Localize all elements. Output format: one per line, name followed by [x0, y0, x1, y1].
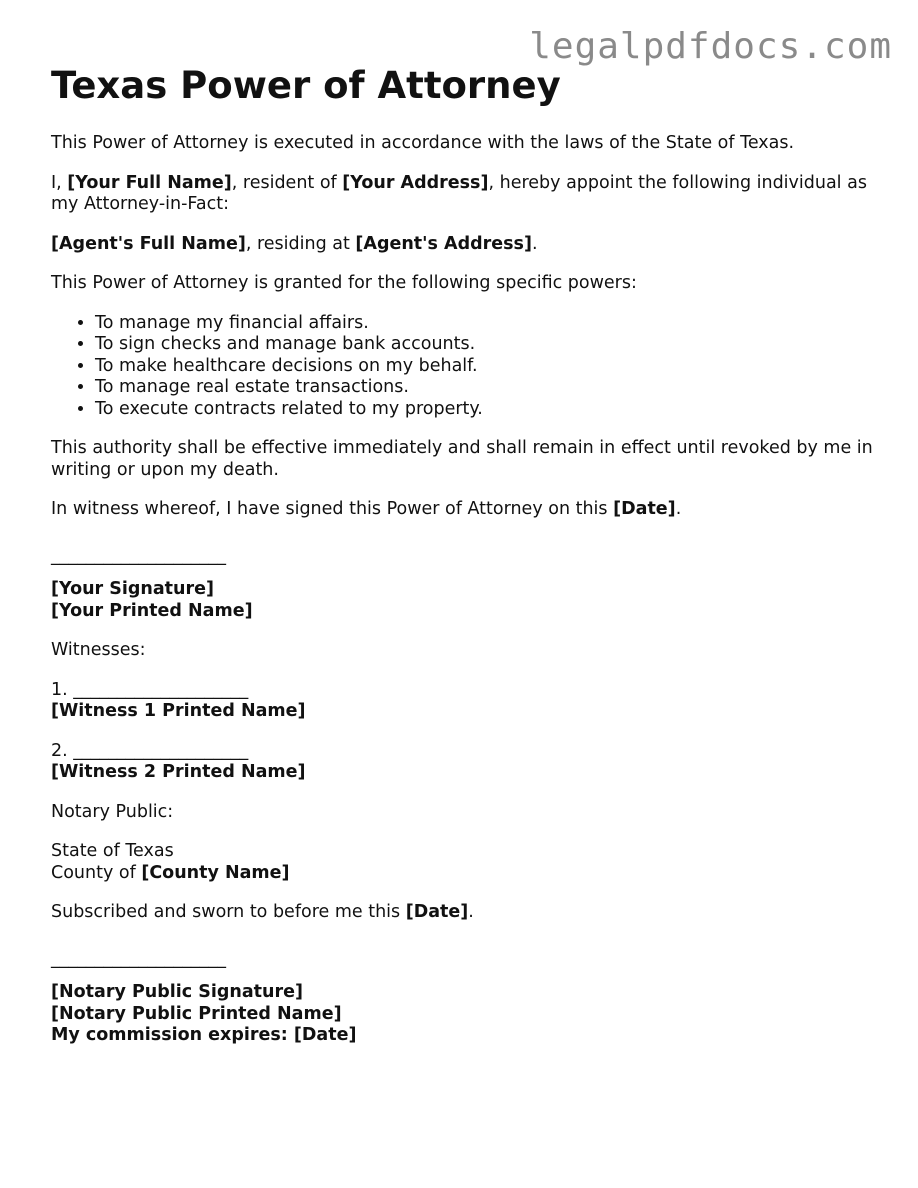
- subscribed-text: Subscribed and sworn to before me this: [51, 902, 406, 922]
- commission-expiry: My commission expires: [Date]: [51, 1025, 357, 1045]
- intro-paragraph: This Power of Attorney is executed in accordance with the laws of the State of Texas.: [51, 133, 795, 153]
- appointment-paragraph: [51, 173, 881, 216]
- document: [51, 62, 881, 1065]
- signature-block: [51, 579, 881, 622]
- county-prefix: County of: [51, 862, 142, 883]
- powers-list: [51, 313, 881, 421]
- notary-block: [51, 982, 881, 1047]
- powers-intro: This Power of Attorney is granted for the following specific powers:: [51, 273, 637, 293]
- signature-line: ____________________: [51, 545, 226, 566]
- agent-mid: , residing at: [245, 233, 356, 254]
- execution-date-field: [Date]: [613, 499, 676, 519]
- list-item: • To manage real estate transactions.: [95, 377, 881, 399]
- list-item: • To sign checks and manage bank accounts.: [95, 334, 881, 356]
- notary-printed-name-field: [Notary Public Printed Name]: [51, 1003, 342, 1024]
- notary-label: Notary Public:: [51, 801, 174, 822]
- witnesses-label: Witnesses:: [51, 640, 146, 660]
- witness-2-number: 2.: [51, 740, 74, 761]
- appoint-suffix: , hereby appoint the following individual as my Attorney-in-Fact:: [51, 172, 867, 214]
- list-item: • To execute contracts related to my property.: [95, 399, 881, 421]
- witness-2-block: [51, 741, 881, 784]
- list-item: • To make healthcare decisions on my behalf.: [95, 356, 881, 378]
- venue-block: [51, 841, 881, 884]
- state-line: State of Texas: [51, 841, 174, 861]
- agent-name-field: [Agent's Full Name]: [51, 233, 246, 254]
- subscribed-suffix: .: [468, 902, 474, 922]
- witness-2-name-field: [Witness 2 Printed Name]: [51, 762, 306, 782]
- principal-name-field: [Your Full Name]: [67, 172, 232, 193]
- your-signature-field: [Your Signature]: [51, 579, 214, 599]
- witness-1-block: [51, 680, 881, 723]
- witness-clause: [51, 499, 881, 521]
- agent-suffix: .: [531, 233, 538, 254]
- county-name-field: [County Name]: [141, 862, 290, 883]
- witness-clause-text: In witness whereof, I have signed this Power of Attorney on this: [51, 499, 614, 519]
- appoint-mid: , resident of: [231, 172, 343, 193]
- witness-1-name-field: [Witness 1 Printed Name]: [51, 701, 306, 721]
- witness-2-line: ____________________: [73, 740, 249, 761]
- your-printed-name-field: [Your Printed Name]: [51, 600, 253, 621]
- appoint-prefix: I,: [51, 172, 68, 193]
- agent-address-field: [Agent's Address]: [355, 233, 532, 254]
- agent-paragraph: [51, 234, 881, 256]
- notary-signature-field: [Notary Public Signature]: [51, 982, 303, 1002]
- effective-paragraph: This authority shall be effective immediately and shall remain in effect until revoked by me in writing or upon my death.: [51, 438, 873, 480]
- witness-clause-suffix: .: [675, 499, 682, 519]
- witness-1-number: 1.: [51, 679, 74, 700]
- principal-address-field: [Your Address]: [342, 172, 489, 193]
- notary-signature-line: ____________________: [51, 948, 226, 969]
- subscribed-paragraph: [51, 902, 881, 924]
- list-item: • To manage my financial affairs.: [95, 313, 881, 335]
- page-title: Texas Power of Attorney: [51, 64, 561, 107]
- witness-1-line: ____________________: [73, 679, 249, 700]
- watermark: legalpdfdocs.com: [529, 26, 892, 67]
- notary-date-field: [Date]: [405, 902, 469, 922]
